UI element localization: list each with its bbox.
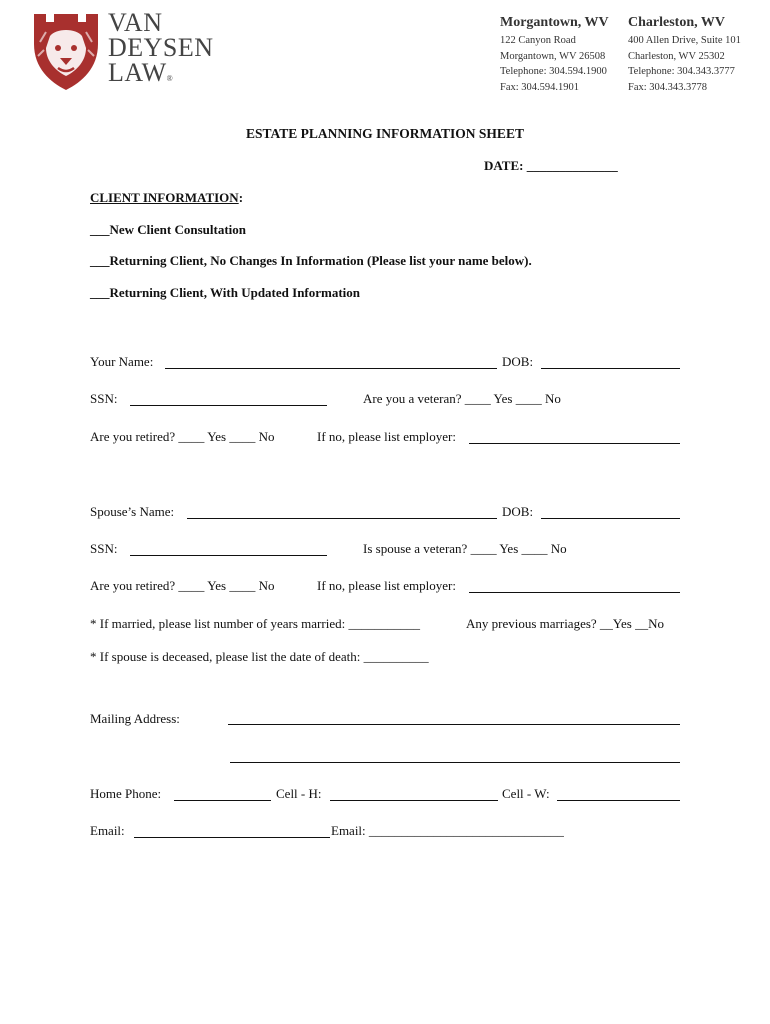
email-field-2[interactable]: Email: ______________________________ <box>331 823 564 838</box>
your-name-input[interactable] <box>165 368 497 369</box>
office-fax: Fax: 304.343.3778 <box>628 81 708 93</box>
form-title: ESTATE PLANNING INFORMATION SHEET <box>246 126 524 141</box>
office-telephone: Telephone: 304.343.3777 <box>628 66 735 77</box>
your-ssn-input[interactable] <box>130 405 327 406</box>
spouse-dob-label: DOB: <box>502 504 534 519</box>
email-label-1: Email: <box>90 823 125 838</box>
office-city: Charleston, WV <box>628 15 725 30</box>
section-heading <box>90 190 243 206</box>
home-phone-input[interactable] <box>174 800 271 801</box>
mailing-address-line1-input[interactable] <box>228 724 680 725</box>
option-returning-updated[interactable]: ___Returning Client, With Updated Information <box>90 285 361 300</box>
office-citystatezip: Charleston, WV 25302 <box>628 50 725 62</box>
firm-name-line3: LAW <box>108 58 167 87</box>
your-name-label: Your Name: <box>90 354 154 369</box>
office-city: Morgantown, WV <box>500 15 609 30</box>
employer-input[interactable] <box>469 443 680 444</box>
office-address: 122 Canyon Road <box>500 35 576 46</box>
spouse-name-label: Spouse’s Name: <box>90 504 175 519</box>
firm-name-line1: VAN <box>108 8 163 37</box>
cell-w-label: Cell - W: <box>502 786 550 801</box>
your-dob-label: DOB: <box>502 354 534 369</box>
section-heading-text: CLIENT INFORMATION <box>90 190 239 205</box>
spouse-veteran-question[interactable]: Is spouse a veteran? ____ Yes ____ No <box>363 541 567 556</box>
retired-question[interactable]: Are you retired? ____ Yes ____ No <box>90 429 275 444</box>
lion-shield-icon <box>30 10 102 92</box>
office-fax: Fax: 304.594.1901 <box>500 81 580 93</box>
years-married-field[interactable]: * If married, please list number of years married: ___________ <box>90 616 420 631</box>
your-dob-input[interactable] <box>541 368 680 369</box>
mailing-address-line2-input[interactable] <box>230 762 680 763</box>
office-telephone: Telephone: 304.594.1900 <box>500 66 607 77</box>
employer-label: If no, please list employer: <box>317 429 456 444</box>
your-ssn-label: SSN: <box>90 391 118 406</box>
spouse-ssn-input[interactable] <box>130 555 327 556</box>
date-field[interactable]: DATE: ______________ <box>484 158 618 173</box>
date-of-death-field[interactable]: * If spouse is deceased, please list the date of death: __________ <box>90 649 429 664</box>
cell-w-input[interactable] <box>557 800 680 801</box>
firm-name <box>108 10 214 91</box>
firm-name-line2: DEYSEN <box>108 33 214 62</box>
cell-h-label: Cell - H: <box>276 786 322 801</box>
spouse-name-input[interactable] <box>187 518 497 519</box>
mailing-address-label: Mailing Address: <box>90 711 180 726</box>
office-citystatezip: Morgantown, WV 26508 <box>500 50 606 62</box>
spouse-ssn-label: SSN: <box>90 541 118 556</box>
spouse-employer-label: If no, please list employer: <box>317 578 456 593</box>
office-address: 400 Allen Drive, Suite 101 <box>628 35 741 46</box>
office-morgantown <box>500 14 609 95</box>
section-heading-colon: : <box>238 190 244 205</box>
trademark-symbol: ® <box>166 74 174 83</box>
spouse-employer-input[interactable] <box>469 592 680 593</box>
office-charleston <box>628 14 741 95</box>
spouse-retired-question[interactable]: Are you retired? ____ Yes ____ No <box>90 578 275 593</box>
cell-h-input[interactable] <box>330 800 498 801</box>
option-new-client[interactable]: ___New Client Consultation <box>90 222 247 237</box>
home-phone-label: Home Phone: <box>90 786 162 801</box>
option-returning-no-changes[interactable]: ___Returning Client, No Changes In Information (Please list your name below). <box>90 253 532 268</box>
previous-marriages-question[interactable]: Any previous marriages? __Yes __No <box>466 616 664 631</box>
veteran-question[interactable]: Are you a veteran? ____ Yes ____ No <box>363 391 561 406</box>
email-input-1[interactable] <box>134 837 330 838</box>
spouse-dob-input[interactable] <box>541 518 680 519</box>
